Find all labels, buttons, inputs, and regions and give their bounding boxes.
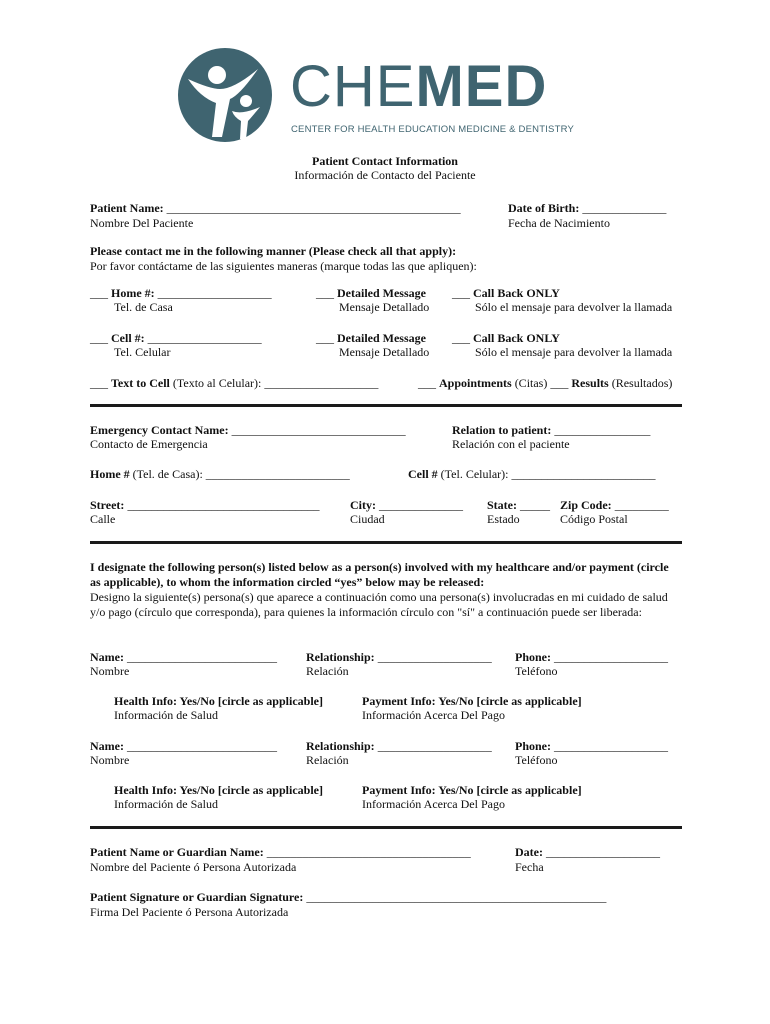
person2-relationship-row: [306, 739, 492, 754]
brand-che: CHE: [290, 54, 416, 119]
state-label: State:: [487, 498, 517, 512]
results-checkbox[interactable]: ___: [550, 376, 569, 390]
state-row: [487, 498, 550, 513]
emergency-home-label: Home #: [90, 467, 130, 481]
home-phone-field[interactable]: ___________________: [157, 286, 272, 300]
person2-phone-field[interactable]: ___________________: [554, 739, 668, 753]
cell-detailed-option: [316, 331, 426, 346]
relation-field[interactable]: ________________: [554, 423, 651, 437]
street-field[interactable]: ________________________________: [127, 498, 320, 512]
emergency-home-field[interactable]: ________________________: [205, 467, 350, 481]
city-label: City:: [350, 498, 376, 512]
emergency-cell-label: Cell #: [408, 467, 438, 481]
text-to-cell-es: (Texto al Celular):: [172, 376, 262, 390]
state-field[interactable]: _____: [520, 498, 550, 512]
person2-relationship-field[interactable]: ___________________: [377, 739, 492, 753]
person1-phone-label: Phone:: [515, 650, 551, 664]
person2-relationship-label: Relationship:: [306, 739, 375, 753]
home-callback-option: [452, 286, 560, 301]
person2-name-field[interactable]: _________________________: [126, 739, 277, 753]
date-row: [515, 845, 660, 860]
cell-detailed-label: Detailed Message: [337, 331, 426, 345]
text-to-cell-field[interactable]: ___________________: [264, 376, 379, 390]
brand-wordmark: [290, 56, 547, 118]
person1-name-row: [90, 650, 277, 665]
home-phone-row: [90, 286, 272, 301]
person2-payment-info[interactable]: Payment Info: Yes/No [circle as applicable]: [362, 783, 582, 797]
date-es: Fecha: [515, 860, 544, 874]
contact-instructions-es: Por favor contáctame de las siguientes maneras (marque todas las que apliquen):: [90, 259, 477, 273]
section-divider: [90, 826, 682, 829]
home-detailed-option: [316, 286, 426, 301]
home-callback-checkbox[interactable]: ___: [452, 286, 470, 300]
title-es: Información de Contacto del Paciente: [294, 168, 476, 182]
results-es: (Resultados): [611, 376, 673, 390]
dob-row: [508, 201, 666, 216]
signature-label: Patient Signature or Guardian Signature:: [90, 890, 304, 904]
emergency-cell-field[interactable]: ________________________: [511, 467, 656, 481]
patient-name-row: [90, 201, 461, 216]
person1-relationship-label: Relationship:: [306, 650, 375, 664]
cell-detailed-es: Mensaje Detallado: [339, 345, 430, 359]
zip-es: Código Postal: [560, 512, 628, 526]
appointments-checkbox[interactable]: ___: [418, 376, 436, 390]
home-detailed-label: Detailed Message: [337, 286, 426, 300]
person1-name-label: Name:: [90, 650, 124, 664]
emergency-cell-row: [408, 467, 655, 482]
cell-phone-es: Tel. Celular: [114, 345, 171, 359]
street-es: Calle: [90, 512, 116, 526]
cell-phone-field[interactable]: ___________________: [147, 331, 262, 345]
relation-row: [452, 423, 650, 438]
person1-phone-row: [515, 650, 668, 665]
guardian-name-row: [90, 845, 471, 860]
person2-health-info[interactable]: Health Info: Yes/No [circle as applicable]: [114, 783, 323, 797]
person1-payment-info-es: Información Acerca Del Pago: [362, 708, 505, 722]
emergency-cell-es: (Tel. Celular):: [440, 467, 509, 481]
person2-name-row: [90, 739, 277, 754]
section-divider: [90, 404, 682, 407]
dob-es: Fecha de Nacimiento: [508, 216, 610, 230]
home-checkbox[interactable]: ___: [90, 286, 108, 300]
person2-phone-es: Teléfono: [515, 753, 558, 767]
patient-name-field[interactable]: _________________________________________________: [166, 201, 461, 215]
emergency-home-es: (Tel. de Casa):: [132, 467, 203, 481]
relation-es: Relación con el paciente: [452, 437, 570, 451]
person1-name-field[interactable]: _________________________: [126, 650, 277, 664]
person2-payment-info-es: Información Acerca Del Pago: [362, 797, 505, 811]
cell-phone-row: [90, 331, 262, 346]
home-detailed-es: Mensaje Detallado: [339, 300, 430, 314]
person2-name-es: Nombre: [90, 753, 130, 767]
person1-health-info-es: Información de Salud: [114, 708, 218, 722]
person2-name-label: Name:: [90, 739, 124, 753]
emergency-name-row: [90, 423, 406, 438]
street-label: Street:: [90, 498, 125, 512]
home-phone-label: Home #:: [111, 286, 155, 300]
text-checkbox[interactable]: ___: [90, 376, 108, 390]
cell-detailed-checkbox[interactable]: ___: [316, 331, 334, 345]
designate-text-es: Designo la siguiente(s) persona(s) que aparece a continuación como una persona(s) involucradas en mi cuidado de salud y/o pago (círculo que corresponda), para quienes la información círculo con "sí" a continuación puede ser liberada:: [90, 590, 668, 619]
designate-text-en: I designate the following person(s) listed below as a person(s) involved with my healthcare and/or payment (circle as applicable), to whom the information circled “yes” below may be released:: [90, 560, 669, 589]
person1-relationship-es: Relación: [306, 664, 349, 678]
appointments-label: Appointments: [439, 376, 512, 390]
zip-field[interactable]: _________: [614, 498, 669, 512]
home-detailed-checkbox[interactable]: ___: [316, 286, 334, 300]
patient-name-es: Nombre Del Paciente: [90, 216, 194, 230]
cell-callback-checkbox[interactable]: ___: [452, 331, 470, 345]
guardian-name-es: Nombre del Paciente ó Persona Autorizada: [90, 860, 297, 874]
section-divider: [90, 541, 682, 544]
zip-label: Zip Code:: [560, 498, 612, 512]
person1-payment-info[interactable]: Payment Info: Yes/No [circle as applicable]: [362, 694, 582, 708]
home-callback-label: Call Back ONLY: [473, 286, 560, 300]
emergency-name-field[interactable]: _____________________________: [231, 423, 406, 437]
dob-label: Date of Birth:: [508, 201, 580, 215]
person1-name-es: Nombre: [90, 664, 130, 678]
guardian-name-label: Patient Name or Guardian Name:: [90, 845, 264, 859]
text-to-cell-row: [90, 376, 378, 391]
dob-field[interactable]: ______________: [582, 201, 667, 215]
date-field[interactable]: ___________________: [545, 845, 660, 859]
person2-health-info-es: Información de Salud: [114, 797, 218, 811]
person1-relationship-field[interactable]: ___________________: [377, 650, 492, 664]
person1-relationship-row: [306, 650, 492, 665]
guardian-name-field[interactable]: __________________________________: [266, 845, 471, 859]
emergency-home-row: [90, 467, 350, 482]
signature-field[interactable]: __________________________________________________: [306, 890, 607, 904]
date-label: Date:: [515, 845, 543, 859]
state-es: Estado: [487, 512, 520, 526]
appointments-results-row: [418, 376, 672, 391]
cell-callback-option: [452, 331, 560, 346]
city-row: [350, 498, 463, 513]
home-phone-es: Tel. de Casa: [114, 300, 173, 314]
person1-health-info[interactable]: Health Info: Yes/No [circle as applicable]: [114, 694, 323, 708]
person2-phone-row: [515, 739, 668, 754]
chemed-logo-icon: [170, 45, 280, 145]
emergency-name-es: Contacto de Emergencia: [90, 437, 208, 451]
person2-phone-label: Phone:: [515, 739, 551, 753]
city-field[interactable]: ______________: [379, 498, 463, 512]
relation-label: Relation to patient:: [452, 423, 552, 437]
signature-row: [90, 890, 606, 905]
person2-relationship-es: Relación: [306, 753, 349, 767]
street-row: [90, 498, 319, 513]
appointments-es: (Citas): [514, 376, 548, 390]
patient-name-label: Patient Name:: [90, 201, 164, 215]
brand-tagline: CENTER FOR HEALTH EDUCATION MEDICINE & DENTISTRY: [291, 124, 575, 135]
person1-phone-field[interactable]: ___________________: [554, 650, 668, 664]
results-label: Results: [571, 376, 609, 390]
contact-instructions-en: Please contact me in the following manner (Please check all that apply):: [90, 244, 457, 258]
text-to-cell-label: Text to Cell: [111, 376, 170, 390]
emergency-name-label: Emergency Contact Name:: [90, 423, 229, 437]
signature-es: Firma Del Paciente ó Persona Autorizada: [90, 905, 289, 919]
cell-callback-label: Call Back ONLY: [473, 331, 560, 345]
home-callback-es: Sólo el mensaje para devolver la llamada: [475, 300, 673, 314]
cell-checkbox[interactable]: ___: [90, 331, 108, 345]
title-en: Patient Contact Information: [312, 154, 458, 168]
brand-med: MED: [415, 54, 548, 119]
cell-phone-label: Cell #:: [111, 331, 145, 345]
cell-callback-es: Sólo el mensaje para devolver la llamada: [475, 345, 673, 359]
city-es: Ciudad: [350, 512, 385, 526]
zip-row: [560, 498, 669, 513]
person1-phone-es: Teléfono: [515, 664, 558, 678]
